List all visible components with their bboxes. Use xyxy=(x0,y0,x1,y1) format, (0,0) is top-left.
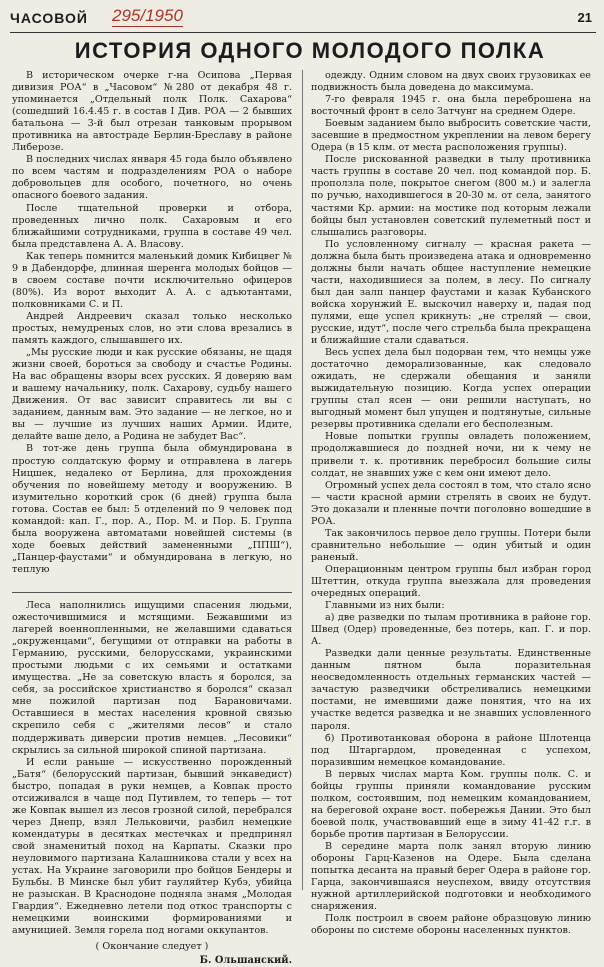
article-separator xyxy=(12,592,292,593)
article-paragraph: б) Противотанковая оборона в районе Шлотенца под Штаргардом, проведенная с успехом, поразившим немецкое командование. xyxy=(311,732,591,768)
article-title: ИСТОРИЯ ОДНОГО МОЛОДОГО ПОЛКА xyxy=(74,38,546,63)
article-paragraph: После рискованной разведки в тылу противника часть группы в составе 20 чел. под командой пор. Б. проползла поле, покрытое снегом (800 м.) и залегла по ручью, находившегося в 20-30 м. от села, занятого частями Кр. армии: на мостике под которым лежали бойцы был установлен советский пулеметный пост и слышались разговоры. xyxy=(311,154,591,238)
article-paragraph: Весь успех дела был подорван тем, что немцы уже достаточно деморализованные, как следовало ожидать, не сдержали обещания и заняли выжидательную позицию. Когда успех операции группы стал ясен — они решили наступать, но выгодный момент был упущен и подтянутые, сильные резервы противника сделали его бесполезным. xyxy=(311,347,591,431)
article-paragraph: „Мы русские люди и как русские обязаны, не щадя жизни своей, бороться за свободу и счастье Родины. На вас обращены взоры всех русских. Я доверяю вам и вашему начальнику, полк. Сахарову, судьбу нашего Движения. От вас зависит справитесь ли вы с заданием, данным вам. Это задание — не легкое, но и вы — лучшие из лучших наших Армии. Идите, делайте ваше дело, а Родина не забудет Вас“. xyxy=(12,347,292,443)
article-paragraph: Новые попытки группы овладеть положением, продолжавшиеся до поздней ночи, ни к чему не привели т. к. противник перебросил большие силы солдат, не знавших уже с кем они имеют дело. xyxy=(311,431,591,479)
article-paragraph: После тщательной проверки и отбора, проведенных лично полк. Сахаровым и его ближайшими сотрудниками, группа в составе 49 чел. была представлена А. А. Власову. xyxy=(12,202,292,250)
article-paragraph: Разведки дали ценные результаты. Единственные данным пятном была поразительная неосведомленность отдельных германских частей — зачастую разведчики обстреливались немецкими постами, не имевшими даже понятия, что на их участке ведется разведка и не знавших условленного пароля. xyxy=(311,648,591,732)
article-paragraph: одежду. Одним словом на двух своих грузовиках ее подвижность была доведена до максимума. xyxy=(311,70,591,94)
article-paragraph: а) две разведки по тылам противника в районе гор. Швед (Одер) проведенные, без потерь, кап. Г. и пор. А. xyxy=(311,612,591,648)
article-paragraph: Главными из них были: xyxy=(325,600,445,612)
article-paragraph: В первых числах марта Ком. группы полк. С. и бойцы группы приняли командование русским полком, состоявшим, под немецким командованием, на береговой охране вост. побережья Дании. Это был боевой полк, участвовавший еще в зиму 41-42 г.г. в борьбе против партизан в Белоруссии. xyxy=(311,768,591,840)
article-paragraph: И если раньше — искусственно порожденный „Батя“ (белорусский партизан, бывший энкаведист) быстро, попадая в руки немцев, а Ковпак просто отсиживался в чаще под Путивлем, то теперь — тот же Ковпак вышел из лесов грозной силой, перебрался через Днепр, взял Лельковичи, разбил немецкие комендатуры в десятках местечках и предпринял свой знаменитый поход на Карпаты. Сказки про неуловимого партизана Калашникова стали у всех на устах. На Украине заговорили про бойцов Бендеры и Бульбы. В Минске был убит гауляйтер Кубэ, убийца не разыскан. В Краснодоне подняла знамя „Молодая Гвардия“. Ежедневно летели под откос транспорты с немецкими воинскими формированиями и амуницией. Земля горела под ногами оккупантов. xyxy=(12,756,292,937)
article-paragraph: Операционным центром группы был избран город Штеттин, откуда группа выезжала для проведения очередных операций. xyxy=(311,563,591,600)
article-paragraph: Андрей Андреевич сказал только несколько простых, немудреных слов, но эти слова врезались в память каждого, слышавшего их. xyxy=(12,310,292,347)
article-paragraph: Леса наполнились ищущими спасения людьми, ожесточившимися и мстящими. Бежавшими из лагерей военнопленными, не желавшими сдаваться „окруженцами“, бегущими от отправки на работы в Германию, русскими, белоруссками, украинскими простыми людьми с их семьями и остатками имущества. „Не за советскую власть я боролся, за себя, за российское христианство я боролся“ сказал мне пожилой партизан под Барановичами. Оставшиеся в местах населения кровной связью скрепило себя с „жителями лесов“ и стало поддерживать диверсии против немцев. „Лесовики“ скрылись за сильной широкой спиной партизана. xyxy=(12,600,292,756)
article-paragraph: Полк построил в своем районе образцовую линию обороны по системе обороны населенных пунктов. xyxy=(311,913,591,937)
page-number: 21 xyxy=(577,10,592,25)
article-paragraph: Так закончилось первое дело группы. Потери были сравнительно небольшие — один убитый и один раненый. xyxy=(311,527,591,563)
magazine-name: ЧАСОВОЙ xyxy=(10,10,88,26)
column-divider xyxy=(302,70,303,890)
article-paragraph: Как теперь помнится маленький домик Кибицвег № 9 в Дабендорфе, длинная шеренга молодых бойцов — в своем составе почти исключительно офицеров (80%). Из ворот выходит А. А. с адъютантами, полковниками С. и П. xyxy=(12,250,292,310)
to-be-continued-note: ( Окончание следует ) xyxy=(95,941,209,953)
article-column-left-bottom xyxy=(12,600,292,967)
article-paragraph: Огромный успех дела состоял в том, что стало ясно — части красной армии стрелять в своих не будут. Это доказали и пленные почти поголовно вошедшие в РОА. xyxy=(311,479,591,527)
author-signature: Б. Ольшанский. xyxy=(199,955,292,967)
article-paragraph: В середине марта полк занял вторую линию обороны Гарц-Казенов на Одере. Была сделана попытка десанта на правый берег Одера в районе гор. Гарца, закончившаяся неуспехом, ввиду отсутствия нужной артиллерийской подготовки и необходимого снаряжения. xyxy=(311,841,591,913)
article-paragraph: По условленному сигналу — красная ракета — должна была быть произведена атака и одновременно должны были начать общее наступление немецкие части, находившиеся за полем, в лесу. По сигналу был дан залп панцер фаустами и казак Кубанского войска хорунжий Е. выскочил наверху и, падая под пулями, еще успел крикнуть: „не стреляй — свои, русские, идут“, после чего стрельба была прекращена и ближайшие стали сдаваться. xyxy=(311,238,591,347)
article-column-right xyxy=(311,70,591,937)
article-column-left-top xyxy=(12,70,292,576)
handwritten-issue-stamp: 295/1950 xyxy=(112,6,183,25)
article-paragraph: Боевым заданием было выбросить советские части, засевшие в предмостном укреплении на левом берегу Одера (в 15 клм. от места расположения группы). xyxy=(311,118,591,154)
article-paragraph: В историческом очерке г-на Осипова „Первая дивизия РОА“ в „Часовом“ №280 от декабря 48 г. упоминается „Отдельный полк Полк. Сахарова“ (сошедший 16.4.45 г. в состав I Див. РОА — 2 бывших батальона — 3-й был отрезан танковым прорывом противника на автостраде Берлин-Бреславу в районе Либерозе. xyxy=(12,70,292,154)
article-paragraph: 7-го февраля 1945 г. она была переброшена на восточный фронт в село Затчунг на среднем Одере. xyxy=(311,94,591,118)
article-paragraph: В последних числах января 45 года было объявлено по всем частям и подразделениям РОА о наборе добровольцев для особого, почетного, но очень опасного боевого задания. xyxy=(12,154,292,202)
article-paragraph: В тот-же день группа была обмундирована в простую солдатскую форму и отправлена в лагерь Ницшек, недалеко от Берлина, для прохождения обучения по новейшему методу и вооружению. В изумительно короткий срок (6 дней) группа была готова. Состав ее был: 5 отделений по 9 человек под командой: кап. Г., пор. А., Пор. М. и Пор. Б. Группа была вооружена автоматами новейшей системы (в ходе боевых действий замененными „ППШ“), „Панцер-фаустами“ и обмундирована в легкую, но теплую xyxy=(12,443,292,575)
page-header xyxy=(10,8,596,33)
